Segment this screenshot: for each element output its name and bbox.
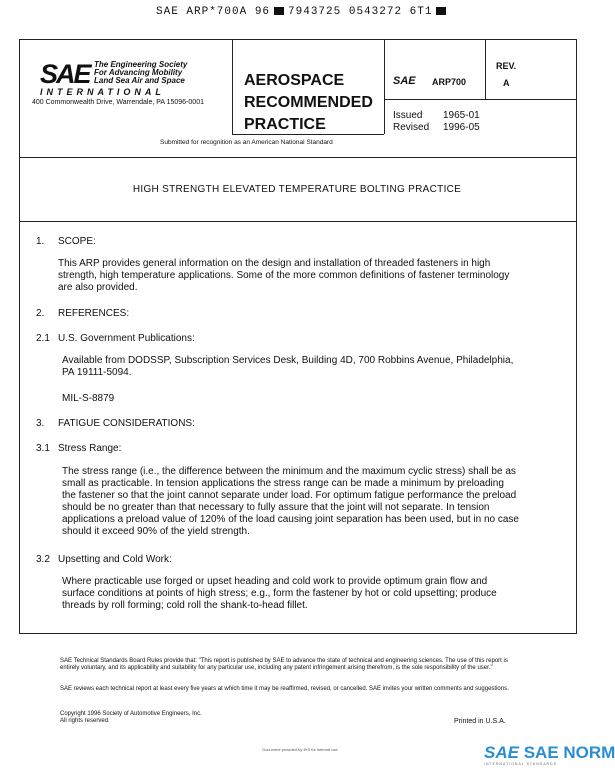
issued-label: Issued: [393, 110, 423, 121]
rev-value: A: [503, 78, 510, 88]
section-title: U.S. Government Publications:: [58, 333, 195, 344]
doc-type-line: AEROSPACE: [244, 72, 345, 89]
revised-label: Revised: [393, 122, 430, 133]
sae-logo: SAE: [40, 59, 90, 89]
section-title: FATIGUE CONSIDERATIONS:: [58, 418, 195, 429]
section-number: 2.: [36, 308, 45, 319]
section-3-2-text: Where practicable use forged or upset heading and cold work to provide optimum grain flow and surface conditions at points of high stress; e.g., form the fastener by hot or cold upsetting; produce threads by roll forming; cold roll the shank-to-head fillet.: [62, 576, 497, 611]
scan-header: [156, 6, 450, 18]
footer-legal-note: SAE Technical Standards Board Rules provide that: "This report is published by SAE to advance the state of technical and engineering sciences. The use of this report is entirely voluntary, and its applicability and suitability for any particular use, including any patent infringement arising therefrom, is the sole responsibility of the user.": [60, 658, 508, 671]
submitted-note: Submitted for recognition as an American National Standard: [160, 139, 333, 146]
rights-reserved: All rights reserved.: [60, 718, 110, 724]
section-title: Upsetting and Cold Work:: [58, 554, 172, 565]
tagline-line: The Engineering Society: [94, 60, 188, 69]
issue-dates: [393, 110, 480, 134]
section-title: Stress Range:: [58, 443, 122, 454]
section-3-2-heading: [36, 554, 172, 565]
doc-number: ARP700: [432, 77, 467, 87]
org-address: 400 Commonwealth Drive, Warrendale, PA 15096-0001: [32, 99, 204, 106]
doc-type-line: PRACTICE: [244, 116, 326, 133]
section-2-1-heading: [36, 333, 195, 344]
tagline-line: Land Sea Air and Space: [94, 76, 185, 85]
section-number: 3.: [36, 418, 45, 429]
section-1-heading: [36, 236, 96, 247]
society-tagline: [94, 61, 187, 85]
scan-header-text: SAE ARP*700A 96: [156, 6, 271, 18]
header-column-line: [384, 39, 385, 134]
bottom-provider-line: Document provided by IHS for internal use: [262, 747, 338, 752]
scan-block-mark: [274, 7, 284, 15]
section-3-heading: [36, 418, 195, 429]
revised-date: 1996-05: [443, 122, 480, 133]
international-label: INTERNATIONAL: [40, 87, 165, 97]
reference-spec: MIL-S-8879: [62, 393, 115, 404]
scan-block-mark: [436, 7, 446, 15]
section-3-1-text: The stress range (i.e., the difference between the minimum and the maximum cyclic stress) shall be as small as practicable. In tension applications the stress range can be made a minimum by preloading the fastener so that the joint cannot separate under load. For optimum fatigue performance the preload should be no greater than that necessary to fully assure that the joint will not separate. In tension applications a preload value of 120% of the load causing joint separation has been used, but in no case should it exceed 90% of the yield strength.: [62, 466, 519, 537]
section-number: 3.2: [36, 554, 50, 565]
watermark-logo: SAE: [484, 743, 519, 762]
watermark-text: SAE NORM: [523, 743, 615, 762]
section-number: 1.: [36, 236, 45, 247]
rev-column-line: [485, 39, 486, 99]
scan-code: 7943725 0543272 6T1: [288, 6, 433, 18]
document-type: [244, 70, 373, 136]
rev-label: REV.: [496, 61, 517, 71]
title-divider: [19, 221, 576, 222]
footer-review-note: SAE reviews each technical report at least every five years at which time it may be reaffirmed, revised, or cancelled. SAE invites your written comments and suggestions.: [60, 686, 509, 692]
section-number: 3.1: [36, 443, 50, 454]
doc-number-logo: SAE: [393, 75, 416, 87]
practice-box-left: [232, 39, 233, 134]
section-2-heading: [36, 308, 129, 319]
section-2-1-text: Available from DODSSP, Subscription Services Desk, Building 4D, 700 Robbins Avenue, Philadelphia, PA 19111-5094.: [62, 355, 514, 378]
printed-in: Printed in U.S.A.: [454, 718, 506, 725]
section-3-1-heading: [36, 443, 121, 454]
doc-type-line: RECOMMENDED: [244, 94, 373, 111]
watermark-subtitle: INTERNATIONAL STANDARDS: [484, 762, 557, 766]
tagline-line: For Advancing Mobility: [94, 68, 183, 77]
issued-date: 1965-01: [443, 110, 480, 121]
sae-norm-watermark: [484, 743, 615, 763]
document-title: HIGH STRENGTH ELEVATED TEMPERATURE BOLTING PRACTICE: [132, 184, 462, 195]
number-row-line: [384, 99, 576, 100]
section-number: 2.1: [36, 333, 50, 344]
section-title: REFERENCES:: [58, 308, 130, 319]
copyright: Copyright 1996 Society of Automotive Engineers, Inc.: [60, 711, 202, 717]
header-divider: [19, 157, 576, 158]
section-1-text: This ARP provides general information on the design and installation of threaded fasteners in high strength, high temperature applications. Some of the more common definitions of fastener terminology are also provided.: [58, 258, 510, 293]
section-title: SCOPE:: [58, 236, 96, 247]
